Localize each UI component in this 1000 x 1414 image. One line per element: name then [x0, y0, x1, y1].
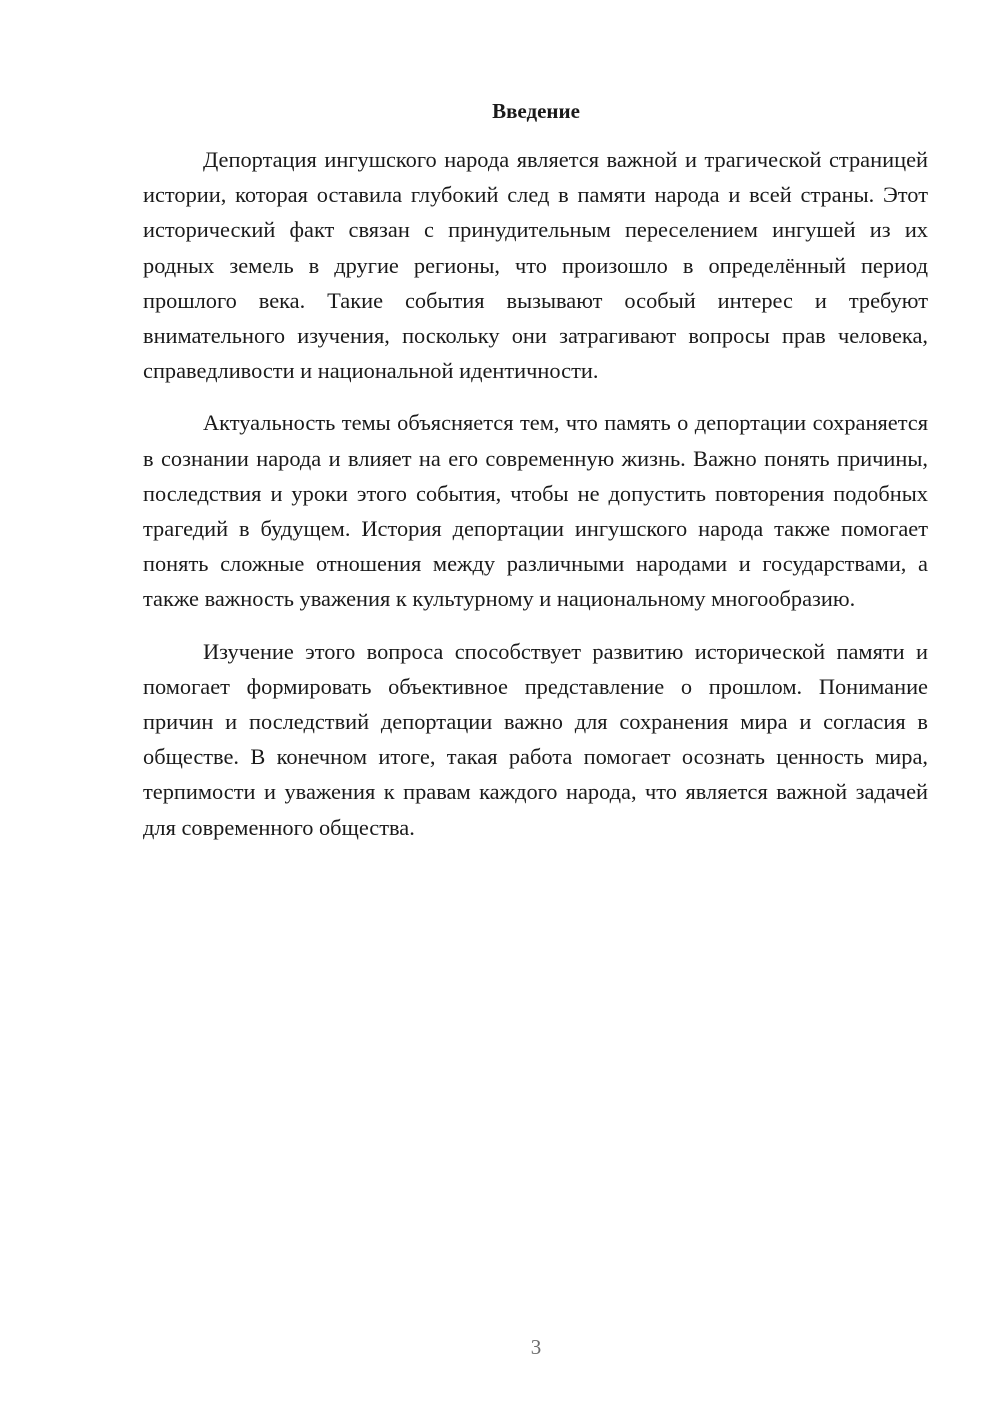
- page-number: 3: [530, 1335, 542, 1359]
- body-text: [143, 142, 928, 862]
- paragraph-study: Изучение этого вопроса способствует развитию исторической памяти и помогает формировать объективное представление о прошлом. Понимание причин и последствий депортации важно для сохранения мира и согласия в обществе. В конечном итоге, такая работа помогает осознать ценность мира, терпимости и уважения к правам каждого народа, что является важной задачей для современного общества.: [143, 638, 928, 840]
- section-title: Введение: [492, 99, 580, 123]
- paragraph-relevance: Актуальность темы объясняется тем, что память о депортации сохраняется в сознании народа и влияет на его современную жизнь. Важно понять причины, последствия и уроки этого события, чтобы не допустить повторения подобных трагедий в будущем. История депортации ингушского народа также помогает понять сложные отношения между различными народами и государствами, а также важность уважения к культурному и национальному многообразию.: [143, 410, 928, 612]
- paragraph-intro: Депортация ингушского народа является важной и трагической страницей истории, которая оставила глубокий след в памяти народа и всей страны. Этот исторический факт связан с принудительным переселением ингушей из их родных земель в другие регионы, что произошло в определённый период прошлого века. Такие события вызывают особый интерес и требуют внимательного изучения, поскольку они затрагивают вопросы прав человека, справедливости и национальной идентичности.: [143, 147, 928, 384]
